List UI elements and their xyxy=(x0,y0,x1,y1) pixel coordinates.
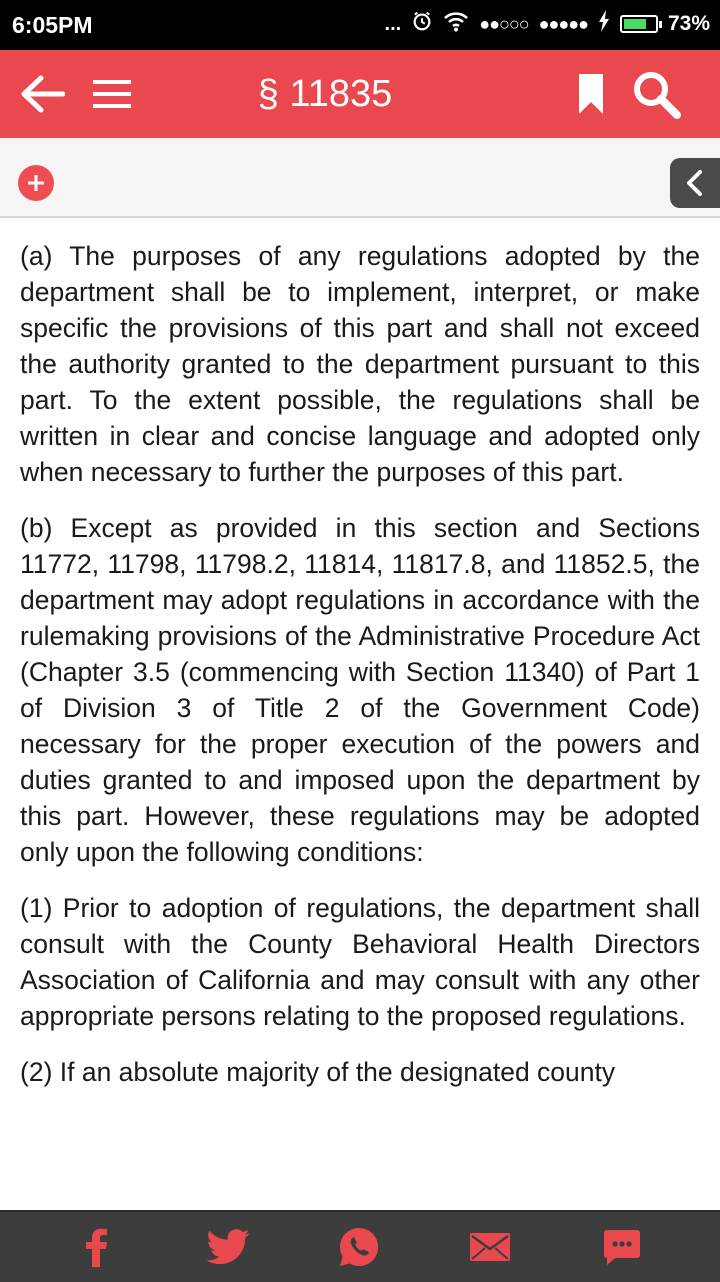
bookmark-button[interactable] xyxy=(568,50,614,138)
search-icon xyxy=(631,69,681,119)
status-time: 6:05PM xyxy=(12,12,93,38)
paragraph-1: (1) Prior to adoption of regulations, the department shall consult with the County Behavioral Health Directors Association of California and may consult with any other appropriate persons relating to the proposed regulations. xyxy=(20,893,700,1031)
status-bar xyxy=(0,0,720,50)
status-icons xyxy=(385,10,710,38)
paragraph-a: (a) The purposes of any regulations adopted by the department shall be to implement, interpret, or make specific the provisions of this part and shall not exceed the authority granted to the department pursuant to this part. To the extent possible, the regulations shall be written in clear and concise language and adopted only when necessary to further the purposes of this part. xyxy=(20,241,700,487)
signal-1: ●●○○○ xyxy=(479,13,529,34)
whatsapp-share-button[interactable] xyxy=(319,1212,399,1282)
law-text xyxy=(20,238,700,1208)
charging-icon xyxy=(598,10,610,38)
whatsapp-icon xyxy=(338,1226,380,1268)
facebook-share-button[interactable] xyxy=(57,1212,137,1282)
battery-icon xyxy=(620,15,658,33)
sms-icon xyxy=(603,1228,641,1266)
share-bar xyxy=(0,1210,720,1282)
battery-fill xyxy=(624,19,646,29)
paragraph-b: (b) Except as provided in this section and Sections 11772, 11798, 11798.2, 11814, 11817.8, and 11852.5, the department may adopt regulations in accordance with the rulemaking provisions of the Administrative Procedure Act (Chapter 3.5 (commencing with Section 11340) of Part 1 of Division 3 of Title 2 of the Government Code) necessary for the proper execution of the powers and duties granted to and imposed upon the department by this part. However, these regulations may be adopted only upon the following conditions: xyxy=(20,513,700,867)
search-button[interactable] xyxy=(626,50,686,138)
page-title: § 11835 xyxy=(257,73,393,115)
signal-2: ●●●●● xyxy=(538,13,588,34)
bookmark-icon xyxy=(577,72,605,116)
app-bar xyxy=(0,50,720,138)
mail-icon xyxy=(470,1233,510,1261)
wifi-icon xyxy=(443,10,469,38)
paragraph-2: (2) If an absolute majority of the designated county xyxy=(20,1057,616,1087)
alarm-icon xyxy=(411,10,433,38)
collapse-panel-button[interactable] xyxy=(670,158,720,208)
add-note-button[interactable] xyxy=(18,165,54,201)
plus-circle-icon xyxy=(26,173,46,193)
twitter-icon xyxy=(206,1229,250,1265)
facebook-icon xyxy=(85,1227,109,1267)
email-share-button[interactable] xyxy=(450,1212,530,1282)
chevron-left-icon xyxy=(684,169,706,197)
tool-strip xyxy=(0,138,720,218)
twitter-share-button[interactable] xyxy=(188,1212,268,1282)
sms-share-button[interactable] xyxy=(582,1212,662,1282)
overflow-dots: ... xyxy=(384,12,402,35)
battery-percent: 73% xyxy=(667,12,710,35)
